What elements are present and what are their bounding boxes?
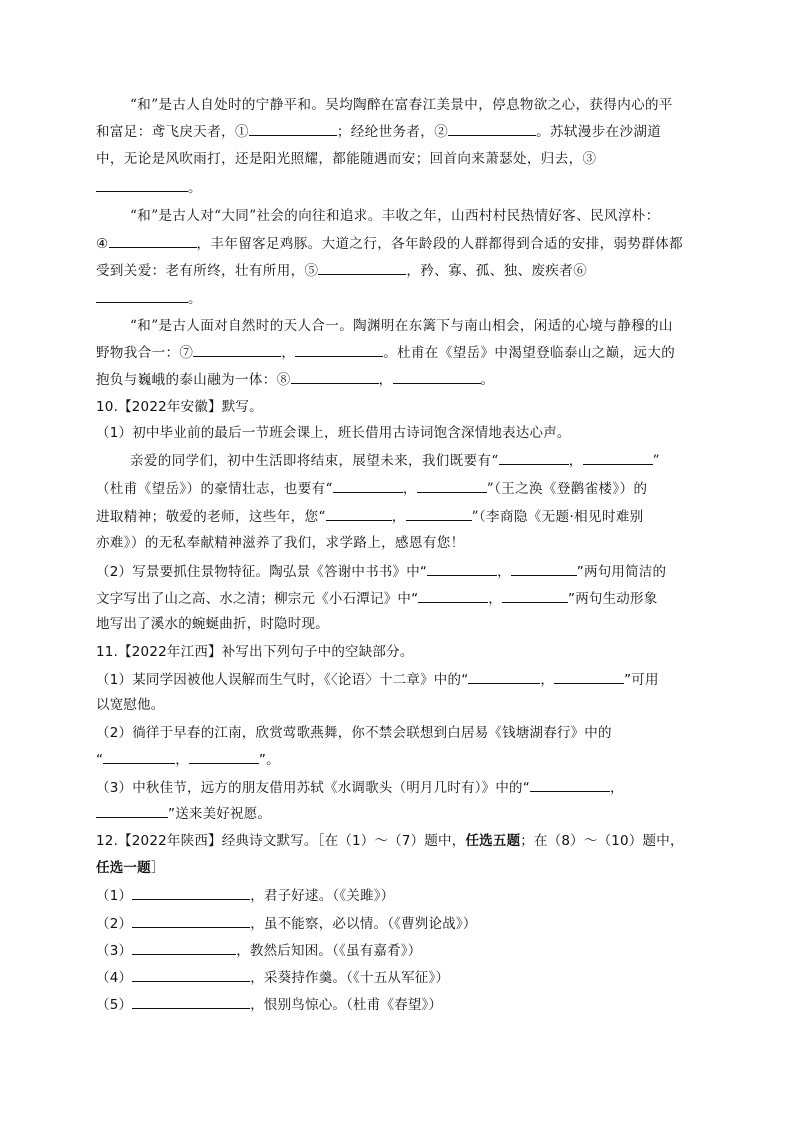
- question-12-item-5: （5） ，恨别鸟惊心。（杜甫《春望》）: [96, 994, 442, 1015]
- answer-blank-6[interactable]: [96, 288, 188, 303]
- question-12-heading-cont: 任选一题］: [96, 860, 165, 876]
- answer-blank-12-4[interactable]: [132, 967, 250, 982]
- question-11-part3-line1: （3）中秋佳节，远方的朋友借用苏轼《水调歌头（明月几时有）》中的“ ，: [96, 777, 624, 798]
- answer-blank-5[interactable]: [318, 260, 406, 275]
- answer-blank-1[interactable]: [249, 121, 337, 136]
- question-11-part1-line1: （1）某同学因被他人误解而生气时，《〈论语〉十二章》中的“ ， ”可用: [96, 669, 659, 690]
- section2-line1: “和”是古人对“大同”社会的向往和追求。丰收之年，山西村村民热情好客、民风淳朴：: [130, 208, 660, 224]
- question-11-part2-line2: “ ， ”。: [96, 749, 280, 770]
- answer-blank-7b[interactable]: [295, 342, 383, 357]
- answer-blank-10-3b[interactable]: [406, 506, 472, 521]
- answer-blank-4[interactable]: [109, 233, 197, 248]
- answer-blank-12-2[interactable]: [132, 913, 250, 928]
- answer-blank-11-3b[interactable]: [96, 803, 168, 818]
- answer-blank-12-3[interactable]: [132, 940, 236, 955]
- answer-blank-3[interactable]: [96, 177, 188, 192]
- section1-line4: 。: [96, 177, 202, 198]
- question-10-part1-line3: 进取精神；敬爱的老师，这些年，您“ ， ”（李商隐《无题·相见时难别: [96, 506, 644, 527]
- answer-blank-12-1[interactable]: [132, 885, 250, 900]
- answer-blank-10-4b[interactable]: [511, 561, 577, 576]
- answer-blank-11-2b[interactable]: [189, 749, 259, 764]
- question-12-heading: 12.【2022年陕西】经典诗文默写。［在（1）～（7）题中，任选五题；在（8）～（10）题中，: [96, 833, 684, 849]
- question-12-item-1: （1） ，君子好逑。（《关雎》）: [96, 885, 394, 906]
- section3-line2: 野物我合一：⑦ ， 。杜甫在《望岳》中渴望登临泰山之巅，远大的: [96, 342, 675, 363]
- question-10-part1-line4: 亦难》）的无私奉献精神滋养了我们，求学路上，感恩有您！: [96, 535, 465, 551]
- answer-blank-10-1b[interactable]: [583, 450, 653, 465]
- question-10-part2-line2: 文字写出了山之高、水之清；柳宗元《小石潭记》中“ ， ”两句生动形象: [96, 588, 657, 609]
- question-12-item-3: （3） ，教然后知困。（《虽有嘉肴》）: [96, 940, 421, 961]
- question-10-part2-line3: 地写出了溪水的蜿蜒曲折，时隐时现。: [96, 616, 329, 632]
- answer-blank-12-5[interactable]: [132, 994, 250, 1009]
- answer-blank-11-1a[interactable]: [468, 669, 540, 684]
- question-12-item-4: （4） ，采葵持作羹。（《十五从军征》）: [96, 967, 449, 988]
- section1-line2: 和富足：鸢飞戾天者，① ；经纶世务者，② 。苏轼漫步在沙湖道: [96, 121, 661, 142]
- answer-blank-11-2a[interactable]: [103, 749, 175, 764]
- answer-blank-8b[interactable]: [393, 369, 481, 384]
- question-11-part1-line2: 以宽慰他。: [96, 697, 165, 713]
- answer-blank-11-3a[interactable]: [530, 777, 610, 792]
- answer-blank-10-5b[interactable]: [502, 588, 568, 603]
- section1-line1: “和”是古人自处时的宁静平和。吴均陶醉在富春江美景中，停息物欲之心，获得内心的平: [130, 97, 673, 113]
- question-10-part1-line1: 亲爱的同学们，初中生活即将结束，展望未来，我们既要有“ ， ”: [130, 450, 660, 471]
- answer-blank-11-1b[interactable]: [554, 669, 624, 684]
- section3-line3: 抱负与巍峨的泰山融为一体：⑧ ， 。: [96, 369, 494, 390]
- answer-blank-8a[interactable]: [291, 369, 379, 384]
- answer-blank-10-4a[interactable]: [427, 561, 497, 576]
- question-11-part2-line1: （2）徜徉于早春的江南，欣赏莺歌燕舞，你不禁会联想到白居易《钱塘湖春行》中的: [96, 725, 612, 741]
- section2-line2: ④ ，丰年留客足鸡豚。大道之行，各年龄段的人群都得到合适的安排，弱势群体都: [96, 233, 683, 254]
- question-10-heading: 10.【2022年安徽】默写。: [96, 399, 263, 415]
- answer-blank-10-2a[interactable]: [333, 478, 403, 493]
- answer-blank-10-5a[interactable]: [418, 588, 488, 603]
- section1-line3: 中，无论是风吹雨打，还是阳光照耀，都能随遇而安；回首向来萧瑟处，归去，③: [96, 151, 597, 167]
- answer-blank-10-1a[interactable]: [499, 450, 569, 465]
- question-10-part2-line1: （2）写景要抓住景物特征。陶弘景《答谢中书书》中“ ， ”两句用简洁的: [96, 561, 666, 582]
- section2-line3: 受到关爱：老有所终，壮有所用，⑤ ，矜、寡、孤、独、废疾者⑥: [96, 260, 587, 281]
- question-10-part1-prompt: （1）初中毕业前的最后一节班会课上，班长借用古诗词饱含深情地表达心声。: [96, 425, 571, 441]
- question-10-part1-line2: （杜甫《望岳》）的豪情壮志，也要有“ ， ”（王之涣《登鹳雀楼》）的: [96, 478, 647, 499]
- answer-blank-10-3a[interactable]: [326, 506, 392, 521]
- section2-line4: 。: [96, 288, 202, 309]
- question-11-heading: 11.【2022年江西】补写出下列句子中的空缺部分。: [96, 644, 414, 660]
- question-12-item-2: （2） ，虽不能察，必以情。（《曹刿论战》）: [96, 913, 477, 934]
- answer-blank-2[interactable]: [448, 121, 536, 136]
- section3-line1: “和”是古人面对自然时的天人合一。陶渊明在东篱下与南山相会，闲适的心境与静穆的山: [130, 318, 673, 334]
- answer-blank-10-2b[interactable]: [417, 478, 487, 493]
- question-11-part3-line2: ”送来美好祝愿。: [96, 803, 271, 824]
- answer-blank-7a[interactable]: [193, 342, 281, 357]
